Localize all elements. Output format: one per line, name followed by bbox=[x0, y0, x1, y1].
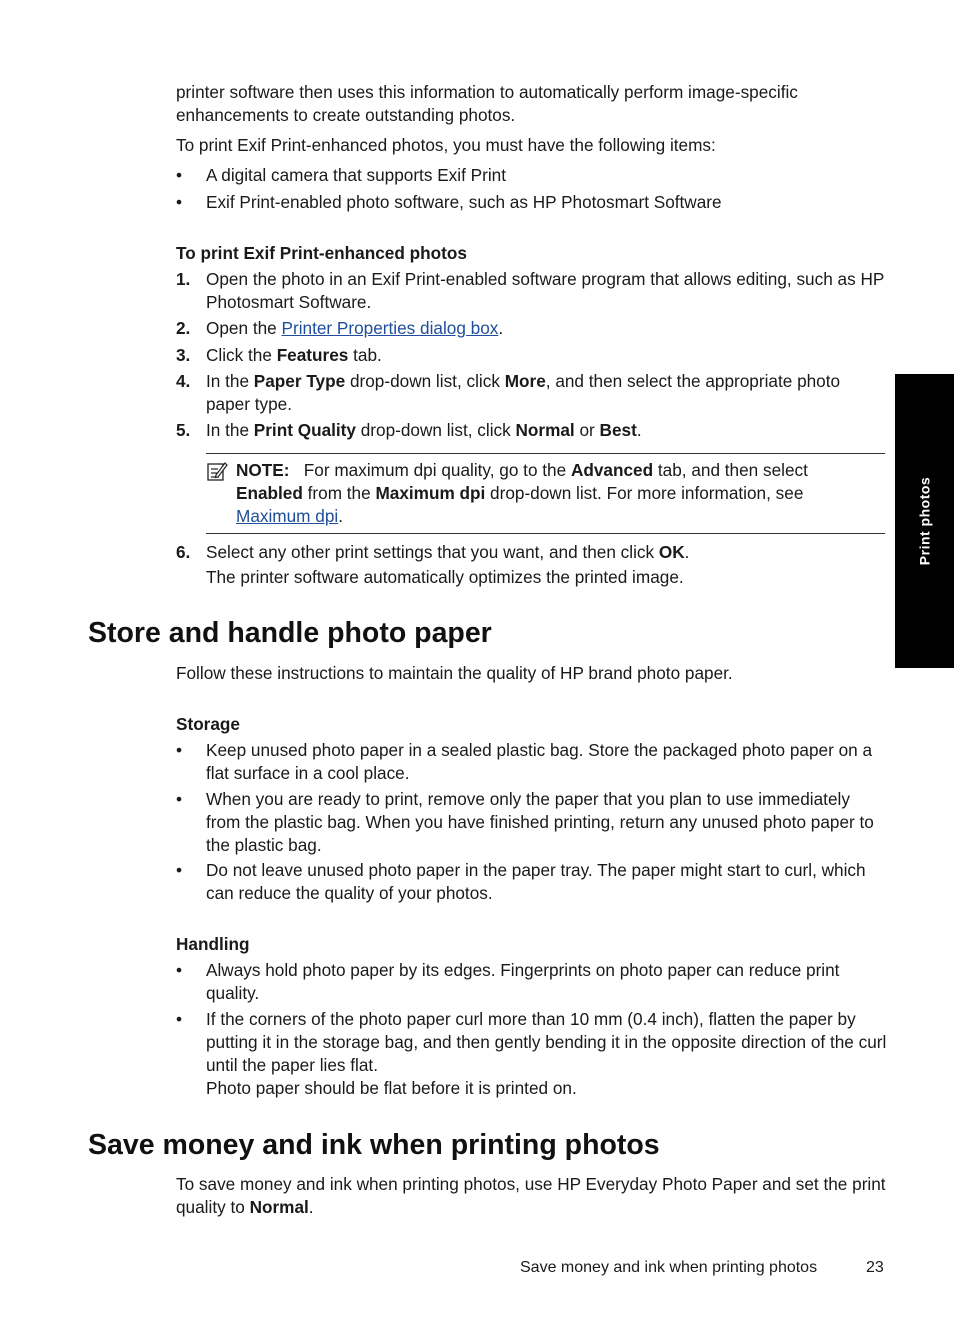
step-text-part: Select any other print settings that you want, and then click bbox=[206, 542, 659, 562]
bullet-mark: • bbox=[176, 789, 183, 809]
step-text-part: Click the bbox=[206, 345, 277, 365]
step-number: 2. bbox=[176, 318, 191, 338]
step-text-part: In the bbox=[206, 371, 254, 391]
note-text-part: For maximum dpi quality, go to the bbox=[303, 460, 571, 480]
handling-heading: Handling bbox=[176, 934, 250, 954]
intro-paragraph-1: printer software then uses this information to automatically perform image-specific enhancements to create outstanding photos. bbox=[176, 82, 798, 125]
save-paragraph bbox=[176, 1173, 888, 1219]
note-text-part: tab, and then select bbox=[653, 460, 808, 480]
bullet-text: A digital camera that supports Exif Print bbox=[206, 165, 506, 185]
step-number: 3. bbox=[176, 345, 191, 365]
step-number: 1. bbox=[176, 269, 191, 289]
step-6-followup: The printer software automatically optimizes the printed image. bbox=[206, 567, 684, 587]
note-label: NOTE: bbox=[236, 460, 290, 480]
step-text bbox=[206, 419, 888, 442]
bullet-mark: • bbox=[176, 192, 183, 212]
bullet-mark: • bbox=[176, 165, 183, 185]
step-number: 5. bbox=[176, 420, 191, 440]
step-number: 4. bbox=[176, 371, 191, 391]
printer-properties-link[interactable]: Printer Properties dialog box bbox=[281, 318, 499, 338]
step-text bbox=[206, 344, 888, 367]
bullet-text: If the corners of the photo paper curl more than 10 mm (0.4 inch), flatten the paper by putting it in the storage bag, and then gently bending it in the opposite direction of the curl until the paper lies flat. bbox=[206, 1009, 887, 1075]
bullet-text: Keep unused photo paper in a sealed plastic bag. Store the packaged photo paper on a flat surface in a cool place. bbox=[206, 740, 873, 783]
bold-term: Enabled bbox=[236, 483, 303, 503]
bullet-text: Exif Print-enabled photo software, such as HP Photosmart Software bbox=[206, 192, 722, 212]
save-text-part: . bbox=[308, 1197, 314, 1217]
step-text bbox=[206, 317, 888, 340]
intro-paragraph-2: To print Exif Print-enhanced photos, you must have the following items: bbox=[176, 135, 716, 155]
step-text-part: Open the bbox=[206, 318, 282, 338]
note-text-part: from the bbox=[302, 483, 376, 503]
step-text-part: . bbox=[684, 542, 690, 562]
bullet-mark: • bbox=[176, 1009, 183, 1029]
step-text-part: , and then select the appropriate photo paper type. bbox=[206, 371, 841, 414]
note-text-part: drop-down list. For more information, see bbox=[485, 483, 804, 503]
bold-term: Normal bbox=[249, 1197, 309, 1217]
note-text-part: . bbox=[338, 506, 343, 526]
note-icon bbox=[206, 460, 228, 482]
footer-section-title: Save money and ink when printing photos bbox=[520, 1259, 818, 1276]
store-section-title: Store and handle photo paper bbox=[88, 617, 492, 649]
step-text: Open the photo in an Exif Print-enabled software program that allows editing, such as HP Photosmart Software. bbox=[206, 269, 885, 312]
bold-term: Best bbox=[599, 420, 637, 440]
footer-page-number: 23 bbox=[866, 1259, 884, 1276]
step-text bbox=[206, 370, 888, 416]
step-text bbox=[206, 541, 888, 564]
save-text-part: To save money and ink when printing photos, use HP Everyday Photo Paper and set the print quality to bbox=[176, 1174, 886, 1217]
bold-term: Paper Type bbox=[253, 371, 346, 391]
step-text-part: tab. bbox=[348, 345, 382, 365]
side-tab bbox=[895, 374, 954, 668]
step-text-part: . bbox=[636, 420, 642, 440]
save-section-title: Save money and ink when printing photos bbox=[88, 1129, 660, 1161]
step-text-part: In the bbox=[206, 420, 254, 440]
handling-followup: Photo paper should be flat before it is printed on. bbox=[206, 1078, 577, 1098]
bold-term: Maximum dpi bbox=[375, 483, 486, 503]
bullet-mark: • bbox=[176, 960, 183, 980]
bullet-mark: • bbox=[176, 740, 183, 760]
store-intro: Follow these instructions to maintain the quality of HP brand photo paper. bbox=[176, 663, 733, 683]
note-bottom-rule bbox=[206, 533, 885, 534]
bold-term: More bbox=[504, 371, 546, 391]
maximum-dpi-link[interactable]: Maximum dpi bbox=[236, 506, 339, 526]
bold-term: Normal bbox=[515, 420, 575, 440]
bold-term: Features bbox=[276, 345, 349, 365]
storage-heading: Storage bbox=[176, 714, 240, 734]
step-number: 6. bbox=[176, 542, 191, 562]
bullet-text: When you are ready to print, remove only the paper that you plan to use immediately from the plastic bag. When you have finished printing, return any unused photo paper to the plastic bag. bbox=[206, 789, 874, 855]
bold-term: Advanced bbox=[570, 460, 654, 480]
step-text-part: . bbox=[498, 318, 504, 338]
bullet-text: Always hold photo paper by its edges. Fingerprints on photo paper can reduce print quality. bbox=[206, 960, 840, 1003]
bold-term: OK bbox=[658, 542, 685, 562]
bold-term: Print Quality bbox=[253, 420, 356, 440]
bullet-text: Do not leave unused photo paper in the paper tray. The paper might start to curl, which can reduce the quality of your photos. bbox=[206, 860, 866, 903]
step-text-part: drop-down list, click bbox=[345, 371, 505, 391]
note-top-rule bbox=[206, 453, 885, 454]
note-text bbox=[236, 459, 876, 528]
bullet-mark: • bbox=[176, 860, 183, 880]
procedure-heading: To print Exif Print-enhanced photos bbox=[176, 243, 467, 263]
step-text-part: drop-down list, click bbox=[355, 420, 516, 440]
side-tab-label: Print photos bbox=[916, 476, 932, 566]
step-text-part: or bbox=[574, 420, 600, 440]
